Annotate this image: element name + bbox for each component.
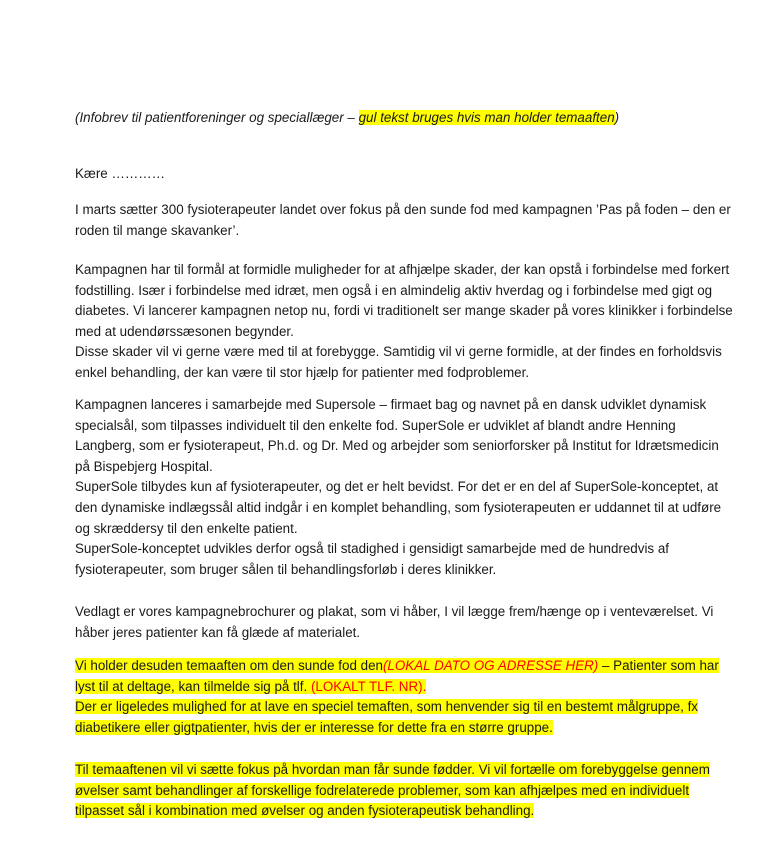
header-suffix: ) <box>614 110 620 125</box>
paragraph-focus <box>75 760 735 822</box>
header-prefix: (Infobrev til patientforeninger og speciallæger – <box>75 110 359 125</box>
focus-text: Til temaaftenen vil vi sætte fokus på hvordan man får sunde fødder. Vi vil fortælle om forebyggelse gennem øvelser samt behandlinger af forskellige fodrelaterede problemer, som kan afhjælpes med en individuelt tilpasset sål i kombination med øvelser og anden fysioterapeutisk behandling. <box>75 762 710 819</box>
event-line-1 <box>75 656 735 697</box>
event-line-2 <box>75 697 735 738</box>
paragraph-supersole <box>75 395 735 580</box>
paragraph-supersole-2: SuperSole tilbydes kun af fysioterapeuter, og det er helt bevidst. For det er en del af SuperSole-konceptet, at den dynamiske indlægssål altid indgår i en komplet behandling, som fysioterapeuten er uddannet til at udføre og skræddersy til den enkelte patient. <box>75 479 722 536</box>
header-highlight: gul tekst bruges hvis man holder temaaften <box>358 110 615 125</box>
event-text-b: – Patienter som har lyst til at deltage, kan tilmelde sig på tlf. <box>75 658 719 694</box>
paragraph-purpose-1: Kampagnen har til formål at formidle muligheder for at afhjælpe skader, der kan opstå i forbindelse med forkert fodstilling. Især i forbindelse med idræt, men også i en almindelig aktiv hverdag og i forbindelse med gigt og diabetes. Vi lancerer kampagnen netop nu, fordi vi traditionelt ser mange skader på vores klinikker i forbindelse med at udendørssæsonen begynder. <box>75 262 733 339</box>
paragraph-supersole-1: Kampagnen lanceres i samarbejde med Supersole – firmaet bag og navnet på en dansk udviklet dynamisk specialsål, som tilpasses individuelt til den enkelte fod. SuperSole er udviklet af blandt andre Henning Langberg, som er fysioterapeut, Ph.d. og Dr. Med og arbejder som seniorforsker på Institut for Idrætsmedicin på Bispebjerg Hospital. <box>75 397 719 474</box>
greeting: Kære ………… <box>75 166 166 181</box>
event-placeholder-phone: (LOKALT TLF. NR). <box>310 678 427 694</box>
paragraph-supersole-3: SuperSole-konceptet udvikles derfor også til stadighed i gensidigt samarbejde med de hundredvis af fysioterapeuter, som bruger sålen til behandlingsforløb i deres klinikker. <box>75 541 670 577</box>
paragraph-purpose <box>75 260 735 384</box>
event-text-2: Der er ligeledes mulighed for at lave en speciel temaften, som henvender sig til en bestemt målgruppe, fx diabetikere eller gigtpatienter, hvis der er interesse for dette fra en større gruppe. <box>75 699 698 735</box>
header-note <box>75 108 735 129</box>
paragraph-purpose-2: Disse skader vil vi gerne være med til at forebygge. Samtidig vil vi gerne formidle, at der findes en forholdsvis enkel behandling, der kan være til stor hjælp for patienter med fodproblemer. <box>75 344 722 380</box>
event-placeholder-date: (LOKAL DATO OG ADRESSE HER) <box>382 658 599 673</box>
event-section <box>75 656 735 738</box>
event-text-a: Vi holder desuden temaaften om den sunde fod den <box>75 658 383 673</box>
paragraph-intro: I marts sætter 300 fysioterapeuter landet over fokus på den sunde fod med kampagnen ’Pas på foden – den er roden til mange skavanker’. <box>75 202 731 238</box>
paragraph-enclosed: Vedlagt er vores kampagnebrochurer og plakat, som vi håber, I vil lægge frem/hænge op i venteværelset. Vi håber jeres patienter kan få glæde af materialet. <box>75 604 714 640</box>
